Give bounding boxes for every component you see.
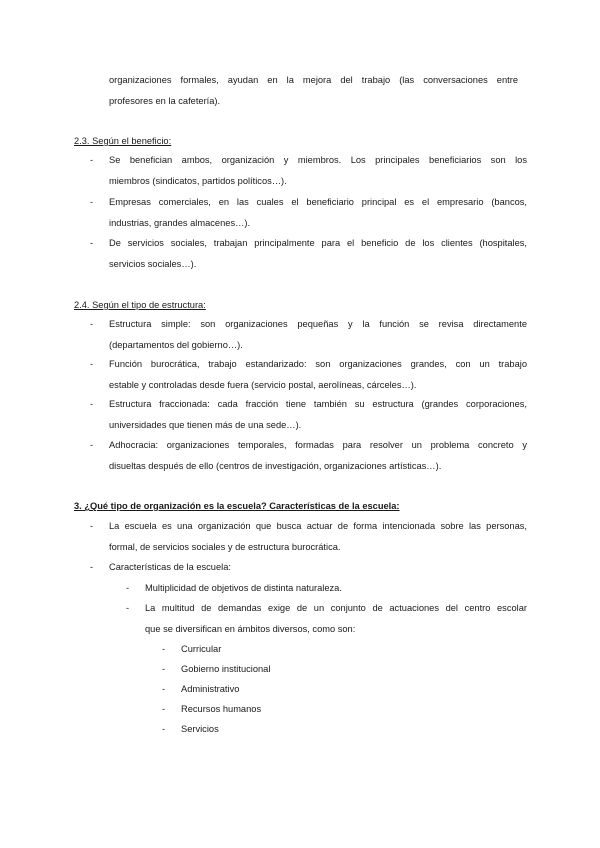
area-item-curricular: Curricular: [181, 644, 222, 654]
list-item: [109, 435, 527, 476]
list-item-line: La multitud de demandas exige de un conjunto de actuaciones del centro escolar: [145, 603, 527, 613]
area-item-recursos-humanos: Recursos humanos: [181, 704, 262, 714]
sub-list-item: [145, 598, 527, 639]
bullet-dash: -: [90, 319, 94, 329]
list-item-line: De servicios sociales, trabajan principalmente para el beneficio de los clientes (hospitales,: [109, 238, 527, 248]
bullet-dash: -: [162, 704, 166, 714]
area-item-administrativo: Administrativo: [181, 684, 240, 694]
list-item: [109, 516, 527, 557]
heading-3: 3. ¿Qué tipo de organización es la escuela? Características de la escuela:: [74, 501, 400, 511]
area-item-servicios: Servicios: [181, 724, 219, 734]
list-item: [109, 192, 527, 233]
bullet-dash: -: [162, 664, 166, 674]
list-item-line: Adhocracia: organizaciones temporales, formadas para resolver un problema concreto y: [109, 440, 527, 450]
list-item-line: miembros (sindicatos, partidos políticos…).: [109, 175, 287, 186]
list-item-line: industrias, grandes almacenes…).: [109, 217, 251, 228]
list-item: [109, 233, 527, 274]
bullet-dash: -: [162, 644, 166, 654]
bullet-dash: -: [90, 238, 94, 248]
list-item: Características de la escuela:: [109, 562, 231, 572]
list-item-line: (departamentos del gobierno…).: [109, 339, 243, 350]
bullet-dash: -: [90, 399, 94, 409]
bullet-dash: -: [90, 155, 94, 165]
intro-line-1: organizaciones formales, ayudan en la mejora del trabajo (las conversaciones entre: [109, 75, 518, 85]
bullet-dash: -: [90, 359, 94, 369]
heading-2-4: 2.4. Según el tipo de estructura:: [74, 300, 206, 310]
list-item: [109, 394, 527, 435]
bullet-dash: -: [126, 603, 130, 613]
list-item-line: estable y controladas desde fuera (servicio postal, aerolíneas, cárceles…).: [109, 379, 417, 390]
bullet-dash: -: [90, 521, 94, 531]
bullet-dash: -: [126, 583, 130, 593]
list-item-line: Función burocrática, trabajo estandarizado: son organizaciones grandes, con un trabajo: [109, 359, 527, 369]
intro-line-2: profesores en la cafetería).: [109, 95, 221, 106]
list-item-line: Empresas comerciales, en las cuales el beneficiario principal es el empresario (bancos,: [109, 197, 527, 207]
list-item-line: Estructura fraccionada: cada fracción tiene también su estructura (grandes corporaciones,: [109, 399, 527, 409]
list-item-line: servicios sociales…).: [109, 258, 197, 269]
bullet-dash: -: [90, 562, 94, 572]
bullet-dash: -: [162, 724, 166, 734]
list-item-line: que se diversifican en ámbitos diversos, como son:: [145, 623, 356, 634]
list-item-line: disueltas después de ello (centros de investigación, organizaciones artísticas…).: [109, 460, 442, 471]
list-item: [109, 354, 527, 395]
heading-2-3: 2.3. Según el beneficio:: [74, 136, 172, 146]
list-item: [109, 314, 527, 355]
intro-paragraph: [109, 70, 518, 111]
list-item-line: formal, de servicios sociales y de estructura burocrática.: [109, 541, 341, 552]
list-item-line: Estructura simple: son organizaciones pequeñas y la función se revisa directamente: [109, 319, 527, 329]
area-item-gobierno: Gobierno institucional: [181, 664, 271, 674]
bullet-dash: -: [90, 197, 94, 207]
bullet-dash: -: [162, 684, 166, 694]
sub-list-item: Multiplicidad de objetivos de distinta naturaleza.: [145, 583, 342, 593]
list-item: [109, 150, 527, 191]
list-item-line: La escuela es una organización que busca actuar de forma intencionada sobre las personas,: [109, 521, 527, 531]
bullet-dash: -: [90, 440, 94, 450]
list-item-line: Se benefician ambos, organización y miembros. Los principales beneficiarios son los: [109, 155, 527, 165]
list-item-line: universidades que tienen más de una sede…).: [109, 419, 302, 430]
